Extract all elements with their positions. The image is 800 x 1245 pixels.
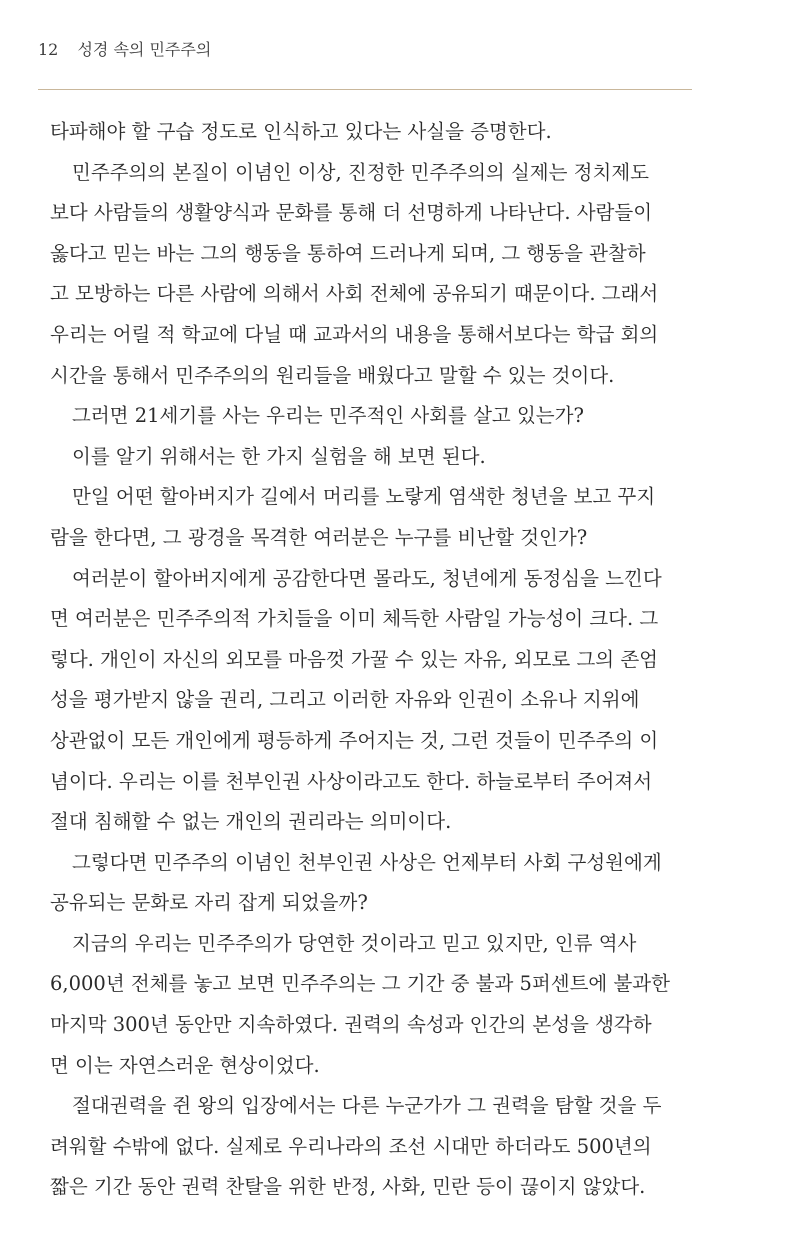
- text-line: 성을 평가받지 않을 권리, 그리고 이러한 자유와 인권이 소유나 지위에: [50, 688, 640, 712]
- book-title: 성경 속의 민주주의: [77, 40, 212, 59]
- text-line: 그러면 21세기를 사는 우리는 민주적인 사회를 살고 있는가?: [72, 404, 584, 428]
- text-line: 타파해야 할 구습 정도로 인식하고 있다는 사실을 증명한다.: [50, 120, 552, 143]
- text-line: 려워할 수밖에 없다. 실제로 우리나라의 조선 시대만 하더라도 500년의: [50, 1134, 652, 1158]
- text-line: 념이다. 우리는 이를 천부인권 사상이라고도 한다. 하늘로부터 주어져서: [50, 769, 653, 793]
- text-line: 만일 어떤 할아버지가 길에서 머리를 노랗게 염색한 청년을 보고 꾸지: [72, 485, 656, 509]
- text-line: 공유되는 문화로 자리 잡게 되었을까?: [50, 891, 368, 915]
- text-line: 민주주의의 본질이 이념인 이상, 진정한 민주주의의 실제는 정치제도: [72, 160, 650, 184]
- text-line: 이를 알기 위해서는 한 가지 실험을 해 보면 된다.: [72, 444, 486, 468]
- text-line: 절대 침해할 수 없는 개인의 권리라는 의미이다.: [50, 810, 452, 834]
- page-number: 12: [38, 40, 59, 59]
- text-line: 옳다고 믿는 바는 그의 행동을 통하여 드러나게 되며, 그 행동을 관찰하: [50, 241, 646, 265]
- text-line: 6,000년 전체를 놓고 보면 민주주의는 그 기간 중 불과 5퍼센트에 불과한: [50, 972, 670, 996]
- body-text: [50, 112, 702, 1208]
- text-line: 짧은 기간 동안 권력 찬탈을 위한 반정, 사화, 민란 등이 끊이지 않았다.: [50, 1175, 646, 1199]
- header-divider: [38, 89, 692, 90]
- running-header: [38, 37, 211, 60]
- text-line: 람을 한다면, 그 광경을 목격한 여러분은 누구를 비난할 것인가?: [50, 525, 588, 549]
- text-line: 보다 사람들의 생활양식과 문화를 통해 더 선명하게 나타난다. 사람들이: [50, 201, 653, 225]
- text-line: 렇다. 개인이 자신의 외모를 마음껏 가꿀 수 있는 자유, 외모로 그의 존엄: [50, 647, 659, 671]
- text-line: 면 이는 자연스러운 현상이었다.: [50, 1053, 320, 1077]
- text-line: 면 여러분은 민주주의적 가치들을 이미 체득한 사람일 가능성이 크다. 그: [50, 607, 659, 631]
- text-line: 상관없이 모든 개인에게 평등하게 주어지는 것, 그런 것들이 민주주의 이: [50, 728, 659, 752]
- text-line: 시간을 통해서 민주주의의 원리들을 배웠다고 말할 수 있는 것이다.: [50, 363, 615, 387]
- text-line: 절대권력을 쥔 왕의 입장에서는 다른 누군가가 그 권력을 탐할 것을 두: [72, 1094, 662, 1118]
- text-line: 그렇다면 민주주의 이념인 천부인권 사상은 언제부터 사회 구성원에게: [72, 850, 662, 874]
- text-line: 고 모방하는 다른 사람에 의해서 사회 전체에 공유되기 때문이다. 그래서: [50, 282, 659, 306]
- text-line: 여러분이 할아버지에게 공감한다면 몰라도, 청년에게 동정심을 느낀다: [72, 566, 662, 590]
- text-line: 지금의 우리는 민주주의가 당연한 것이라고 믿고 있지만, 인류 역사: [72, 931, 637, 955]
- text-line: 우리는 어릴 적 학교에 다닐 때 교과서의 내용을 통해서보다는 학급 회의: [50, 322, 659, 346]
- text-line: 마지막 300년 동안만 지속하였다. 권력의 속성과 인간의 본성을 생각하: [50, 1013, 652, 1037]
